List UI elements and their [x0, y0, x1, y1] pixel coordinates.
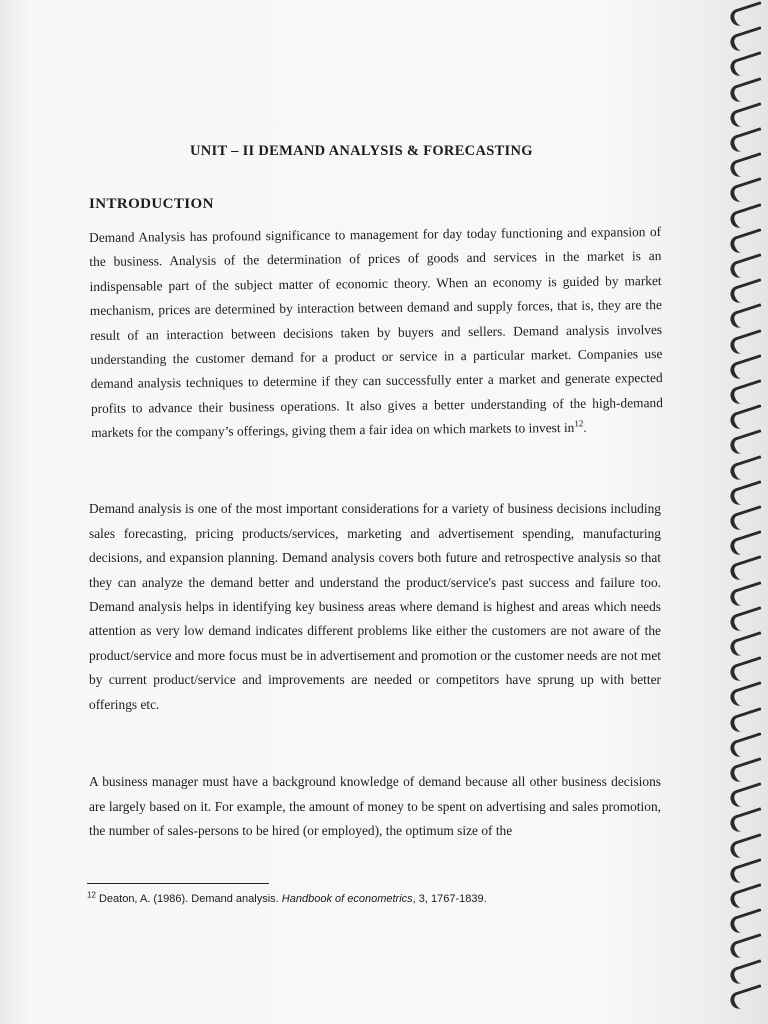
binding-coil: [728, 505, 766, 532]
binding-coil: [728, 556, 766, 583]
footnote-journal: Handbook of econometrics: [281, 893, 413, 905]
binding-coil: [728, 1, 766, 28]
binding-coil: [728, 278, 766, 305]
footnote-divider: [87, 883, 269, 884]
binding-coil: [728, 631, 766, 658]
binding-coil: [728, 77, 766, 104]
binding-coil: [728, 908, 766, 935]
binding-coil: [728, 656, 766, 683]
spiral-binding: [724, 0, 768, 1024]
binding-coil: [728, 430, 766, 457]
binding-coil: [728, 102, 766, 129]
paragraph-demand-considerations: Demand analysis is one of the most important considerations for a variety of business decisions including sales forecasting, pricing products/services, marketing and advertisement spending, manufacturing decisions, and expansion planning. Demand analysis covers both future and retrospective analysis so that they can analyze the demand better and understand the product/service's past success and failure too. Demand analysis helps in identifying key business areas where demand is highest and areas which needs attention as very low demand indicates different problems like either the customers are not aware of the product/service and more focus must be in advertisement and promotion or the customer needs are not met by current product/service and improvements are needed or competitors have sprung up with better offerings etc.: [89, 501, 661, 712]
binding-coil: [728, 127, 766, 154]
footnote-number: 12: [87, 890, 96, 900]
binding-coil: [728, 934, 766, 961]
binding-coil: [728, 455, 766, 482]
binding-coil: [728, 984, 766, 1011]
binding-coil: [728, 480, 766, 507]
unit-title: UNIT – II DEMAND ANALYSIS & FORECASTING: [190, 143, 533, 159]
paragraph-introduction: Demand Analysis has profound significance to management for day today functioning and expansion of the business. Analysis of the determination of prices of goods and services in the market is an indispensable part of the subject matter of economic theory. When an economy is guided by market mechanism, prices are determined by interaction between demand and supply forces, that is, they are the result of an interaction between decisions taken by buyers and sellers. Demand analysis involves understanding the customer demand for a product or service in a particular market. Companies use demand analysis techniques to determine if they can successfully enter a market and generate expected profits to advance their business operations. It also gives a better understanding of the high-demand markets for the company’s offerings, giving them a fair idea on which markets to invest $in^{12}$.: [89, 224, 663, 441]
binding-coil: [728, 757, 766, 784]
binding-coil: [728, 530, 766, 557]
binding-coil: [728, 732, 766, 759]
binding-coil: [728, 782, 766, 809]
binding-coil: [728, 682, 766, 709]
binding-coil: [728, 203, 766, 230]
binding-coil: [728, 52, 766, 79]
binding-coil: [728, 253, 766, 280]
introduction-heading: INTRODUCTION: [89, 196, 214, 212]
binding-coil: [728, 304, 766, 331]
binding-coil: [728, 329, 766, 356]
binding-coil: [728, 858, 766, 885]
footnote-reference[interactable]: 12: [574, 419, 584, 430]
binding-coil: [728, 228, 766, 255]
binding-coil: [728, 178, 766, 205]
paragraph-business-manager: A business manager must have a background knowledge of demand because all other business decisions are largely based on it. For example, the amount of money to be spent on advertising and sales promotion, the number of sales-persons to be hired (or employed), the optimum size of the: [89, 774, 661, 839]
binding-coil: [728, 606, 766, 633]
binding-coil: [728, 581, 766, 608]
binding-coil: [728, 707, 766, 734]
binding-coil: [728, 808, 766, 835]
binding-coil: [728, 959, 766, 986]
binding-coil: [728, 152, 766, 179]
binding-coil: [728, 833, 766, 860]
footnote: $^{12}$ Deaton, A. (1986). Demand analysis. Handbook of econometrics, 3, 1767-1839.: [87, 890, 487, 905]
binding-coil: [728, 404, 766, 431]
binding-coil: [728, 883, 766, 910]
binding-coil: [728, 26, 766, 53]
binding-coil: [728, 379, 766, 406]
binding-coil: [728, 354, 766, 381]
